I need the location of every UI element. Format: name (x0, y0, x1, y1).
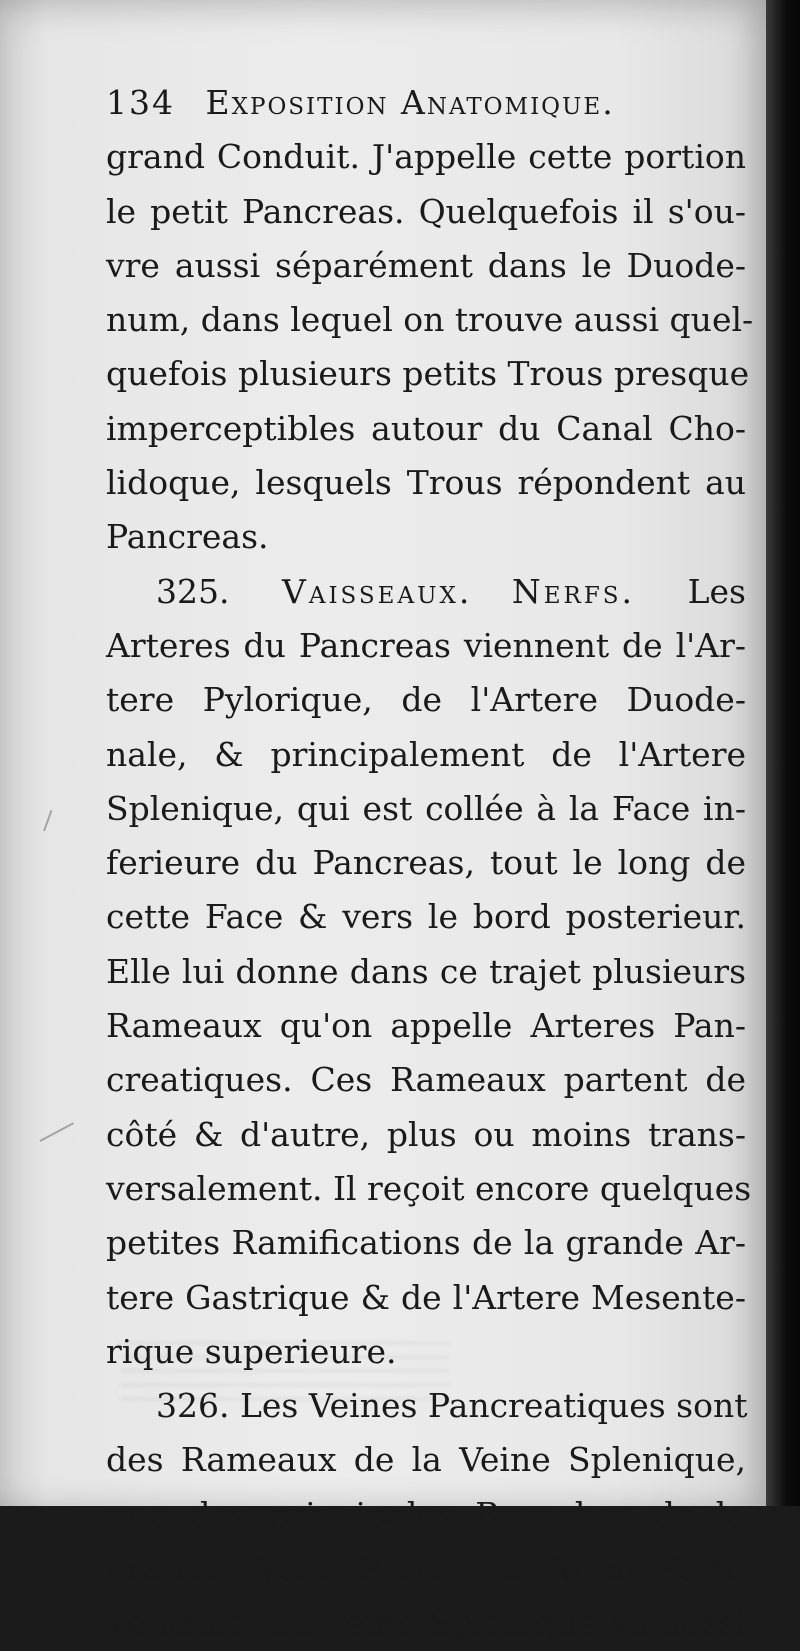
text-line: 326. Les Veines Pancreatiques sont (156, 1386, 748, 1426)
text-line: num, dans lequel on trouve aussi quel- (106, 300, 754, 340)
text-line: lidoque, lesquels Trous répondent au (106, 463, 746, 503)
text-line: tere Gastrique & de l'Artere Mesente- (106, 1277, 746, 1317)
text-line: Ventrale. La Veine Splenique va aussi (106, 1603, 746, 1643)
text-line: creatiques. Ces Rameaux partent de (106, 1060, 746, 1100)
text-line: Rameaux qu'on appelle Arteres Pan- (106, 1006, 746, 1046)
text-line: Elle lui donne dans ce trajet plusieurs (106, 951, 746, 991)
section-325-heading-line (106, 565, 746, 619)
section-lead-word: Les (687, 571, 746, 611)
page-text (106, 76, 754, 1651)
text-line: versalement. Il reçoit encore quelques (106, 1168, 752, 1208)
text-line: une des principales Branches de la (106, 1494, 746, 1534)
text-line: quefois plusieurs petits Trous presque (106, 354, 750, 394)
running-header (106, 76, 746, 130)
page-edge-shadow (766, 0, 800, 1506)
text-line: grande Veine-Porte ou Veine-Porte (106, 1549, 746, 1589)
show-through-bleed (120, 1330, 450, 1400)
text-line: grand Conduit. J'appelle cette portion (106, 137, 746, 177)
text-line: Pancreas. (106, 517, 269, 557)
text-line: côté & d'autre, plus ou moins trans- (106, 1114, 746, 1154)
text-line: Splenique, qui est collée à la Face in- (106, 788, 746, 828)
text-line: tere Pylorique, de l'Artere Duode- (106, 680, 746, 720)
text-line: ferieure du Pancreas, tout le long de (106, 843, 746, 883)
text-line: petites Ramifications de la grande Ar- (106, 1223, 746, 1263)
text-line: cette Face & vers le bord posterieur. (106, 897, 746, 937)
text-line: le petit Pancreas. Quelquefois il s'ou- (106, 191, 746, 231)
page-number: 134 (106, 83, 175, 122)
text-line: des Rameaux de la Veine Splenique, (106, 1440, 746, 1480)
text-line: rique superieure. (106, 1331, 397, 1371)
running-title: Exposition Anatomique. (205, 83, 615, 122)
section-heading: Vaisseaux. Nerfs. (282, 571, 636, 611)
text-line: imperceptibles autour du Canal Cho- (106, 408, 746, 448)
text-line: nale, & principalement de l'Artere (106, 734, 746, 774)
paper-mark (40, 1122, 74, 1142)
paper-mark (43, 810, 52, 831)
section-number: 325. (156, 571, 230, 611)
text-line: vre aussi séparément dans le Duode- (106, 245, 746, 285)
text-line: Arteres du Pancreas viennent de l'Ar- (106, 625, 746, 665)
